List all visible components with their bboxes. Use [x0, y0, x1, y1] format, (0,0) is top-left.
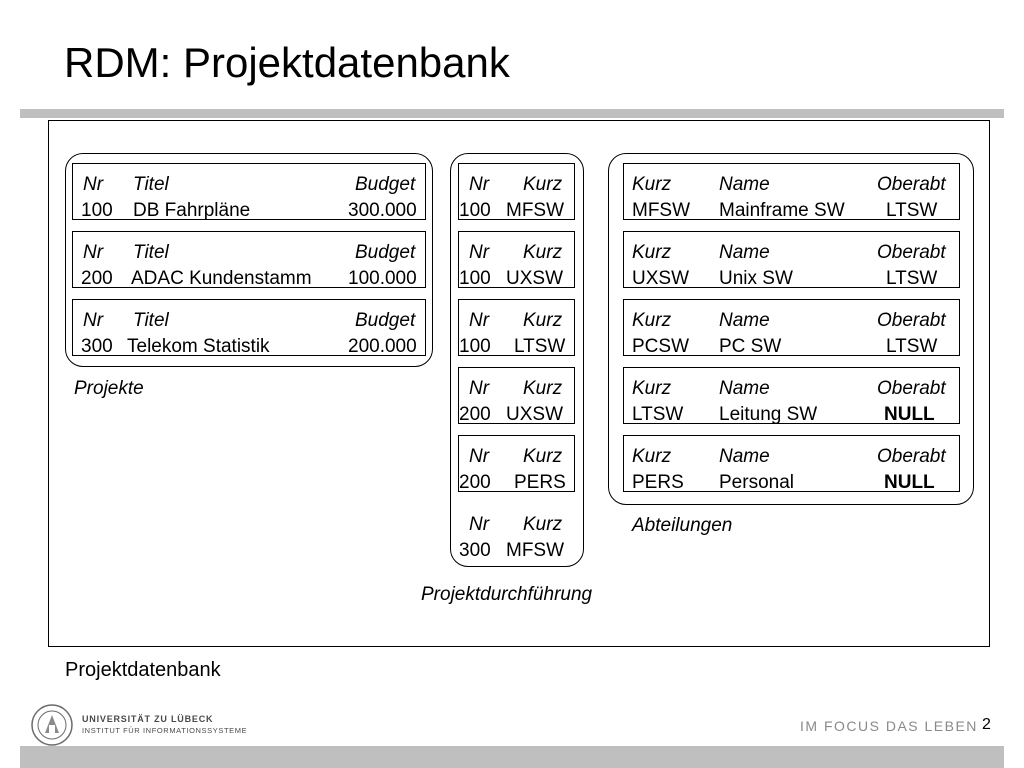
- header-nr: Nr: [469, 514, 490, 535]
- value-titel: DB Fahrpläne: [133, 200, 251, 221]
- header-kurz: Kurz: [523, 174, 563, 195]
- slogan: IM FOCUS DAS LEBEN: [800, 718, 978, 734]
- value-kurz: MFSW: [506, 540, 565, 561]
- header-kurz: Kurz: [632, 446, 672, 467]
- header-kurz: Kurz: [523, 242, 563, 263]
- value-nr: 300: [459, 540, 491, 561]
- header-titel: Titel: [133, 242, 169, 263]
- value-name: Personal: [719, 472, 794, 493]
- value-kurz: UXSW: [506, 268, 563, 289]
- university-name: UNIVERSITÄT ZU LÜBECK: [82, 714, 214, 724]
- header-name: Name: [719, 446, 770, 467]
- durchfuehrung-record: [458, 299, 575, 356]
- header-name: Name: [719, 378, 770, 399]
- value-kurz: UXSW: [632, 268, 689, 289]
- header-name: Name: [719, 174, 770, 195]
- title-divider: [20, 109, 1004, 118]
- header-nr: Nr: [469, 242, 490, 263]
- value-name: PC SW: [719, 336, 782, 357]
- durchfuehrung-record: [458, 163, 575, 220]
- figure-caption: Projektdatenbank: [65, 659, 221, 681]
- value-kurz: LTSW: [514, 336, 566, 357]
- durchfuehrung-record: [458, 367, 575, 424]
- header-name: Name: [719, 242, 770, 263]
- projekte-record: [72, 231, 426, 288]
- header-oberabt: Oberabt: [877, 378, 946, 399]
- projekte-record: [72, 299, 426, 356]
- value-oberabt: NULL: [884, 472, 935, 493]
- value-name: Unix SW: [719, 268, 793, 289]
- header-kurz: Kurz: [523, 446, 563, 467]
- projekte-record: [72, 163, 426, 220]
- page-number: 2: [982, 716, 991, 733]
- value-oberabt: LTSW: [886, 336, 938, 357]
- header-titel: Titel: [133, 310, 169, 331]
- header-kurz: Kurz: [632, 310, 672, 331]
- header-kurz: Kurz: [523, 310, 563, 331]
- abteilungen-record: [623, 163, 960, 220]
- durchfuehrung-record: [458, 435, 575, 492]
- header-nr: Nr: [83, 242, 104, 263]
- university-seal-icon: [30, 703, 74, 747]
- durchfuehrung-label: Projektdurchführung: [421, 584, 593, 605]
- value-nr: 200: [81, 268, 113, 289]
- value-nr: 200: [459, 472, 491, 493]
- header-kurz: Kurz: [632, 378, 672, 399]
- value-nr: 100: [459, 336, 491, 357]
- value-kurz: PCSW: [632, 336, 689, 357]
- value-kurz: PERS: [514, 472, 566, 493]
- value-oberabt: NULL: [884, 404, 935, 425]
- header-budget: Budget: [355, 174, 416, 195]
- header-oberabt: Oberabt: [877, 174, 946, 195]
- header-nr: Nr: [83, 174, 104, 195]
- value-nr: 100: [459, 268, 491, 289]
- value-name: Mainframe SW: [719, 200, 845, 221]
- footer-bar: [20, 746, 1004, 768]
- header-kurz: Kurz: [523, 378, 563, 399]
- value-nr: 300: [81, 336, 113, 357]
- projekte-label: Projekte: [74, 378, 144, 399]
- abteilungen-record: [623, 367, 960, 424]
- institute-name: INSTITUT FÜR INFORMATIONSSYSTEME: [82, 726, 248, 735]
- value-budget: 100.000: [348, 268, 417, 289]
- header-oberabt: Oberabt: [877, 242, 946, 263]
- header-kurz: Kurz: [632, 174, 672, 195]
- value-oberabt: LTSW: [886, 268, 938, 289]
- value-nr: 100: [81, 200, 113, 221]
- abteilungen-label: Abteilungen: [632, 515, 733, 536]
- value-budget: 200.000: [348, 336, 417, 357]
- value-kurz: PERS: [632, 472, 684, 493]
- value-kurz: UXSW: [506, 404, 563, 425]
- value-kurz: MFSW: [632, 200, 691, 221]
- header-nr: Nr: [469, 378, 490, 399]
- value-kurz: LTSW: [632, 404, 684, 425]
- header-nr: Nr: [83, 310, 104, 331]
- header-kurz: Kurz: [632, 242, 672, 263]
- header-titel: Titel: [133, 174, 169, 195]
- header-budget: Budget: [355, 242, 416, 263]
- abteilungen-record: [623, 435, 960, 492]
- header-nr: Nr: [469, 446, 490, 467]
- slide-title: RDM: Projektdatenbank: [64, 39, 510, 86]
- abteilungen-record: [623, 231, 960, 288]
- value-budget: 300.000: [348, 200, 417, 221]
- value-oberabt: LTSW: [886, 200, 938, 221]
- value-kurz: MFSW: [506, 200, 565, 221]
- value-nr: 200: [459, 404, 491, 425]
- header-name: Name: [719, 310, 770, 331]
- durchfuehrung-record: [458, 231, 575, 288]
- header-oberabt: Oberabt: [877, 310, 946, 331]
- abteilungen-record: [623, 299, 960, 356]
- header-kurz: Kurz: [523, 514, 563, 535]
- value-name: Leitung SW: [719, 404, 818, 425]
- header-nr: Nr: [469, 310, 490, 331]
- value-titel: ADAC Kundenstamm: [131, 268, 312, 289]
- durchfuehrung-record: [458, 503, 575, 560]
- value-nr: 100: [459, 200, 491, 221]
- header-budget: Budget: [355, 310, 416, 331]
- value-titel: Telekom Statistik: [127, 336, 270, 357]
- header-nr: Nr: [469, 174, 490, 195]
- header-oberabt: Oberabt: [877, 446, 946, 467]
